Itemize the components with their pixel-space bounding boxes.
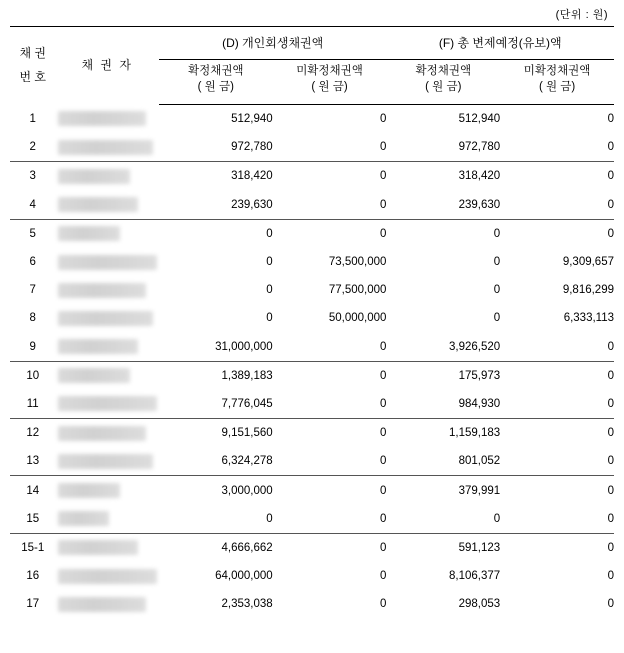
cell-d-unfixed: 0 [380,113,387,126]
cell-f-unfixed: 9,816,299 [562,284,614,297]
cell-f-unfixed: 0 [607,369,614,382]
redaction-bar [58,454,153,469]
cell-d-unfixed: 0 [380,427,387,440]
cell-creditor-name-redacted [56,133,159,162]
cell-d-fixed: 9,151,560 [221,427,273,440]
cell-f-fixed: 379,991 [458,484,501,497]
cell-d-unfixed: 0 [380,570,387,583]
column-header-debt-no-line2: 번 호 [19,69,47,84]
cell-d-unfixed: 0 [273,333,387,362]
column-header-f-fixed-line2: ( 원 금) [425,81,462,93]
cell-f-fixed: 0 [493,312,501,325]
cell-f-fixed: 0 [493,284,501,297]
table-row [10,304,614,332]
column-header-creditor: 채 권 자 [56,27,159,105]
cell-f-unfixed: 0 [500,390,614,419]
table-row [10,248,614,276]
cell-creditor-name-redacted [56,590,159,618]
cell-debt-no: 13 [10,447,56,476]
cell-f-fixed: 298,053 [458,598,501,611]
cell-f-fixed: 318,420 [458,170,501,183]
redaction-bar [58,197,139,212]
cell-creditor-name-redacted [56,562,159,590]
cell-f-unfixed: 0 [607,170,614,183]
table-body [10,105,614,619]
redaction-bar [58,169,130,184]
redaction-bar [58,597,147,612]
column-header-f-unfixed-line2: ( 원 금) [538,81,576,93]
column-group-header-d: (D) 개인회생채권액 [159,27,387,60]
cell-f-unfixed: 0 [607,427,614,440]
cell-d-fixed: 0 [159,505,273,534]
table-row [10,562,614,590]
table-row [10,476,614,505]
cell-f-unfixed: 0 [500,333,614,362]
table-row [10,447,614,476]
cell-d-fixed: 3,000,000 [221,484,273,497]
cell-d-unfixed: 0 [273,133,387,162]
cell-f-unfixed: 0 [607,484,614,497]
cell-d-unfixed: 0 [380,598,387,611]
column-header-d-unfixed-line1: 미확정채권액 [296,65,363,78]
column-header-d-fixed-line1: 확정채권액 [188,65,244,78]
cell-f-unfixed: 0 [607,227,614,240]
cell-d-fixed: 0 [266,227,273,240]
cell-debt-no: 15 [10,505,56,534]
cell-d-fixed: 0 [266,284,273,297]
table-row [10,219,614,248]
table-row [10,419,614,448]
cell-creditor-name-redacted [56,361,159,390]
cell-f-unfixed: 0 [500,505,614,534]
cell-d-fixed: 7,776,045 [159,390,273,419]
cell-creditor-name-redacted [56,505,159,534]
cell-d-fixed: 0 [266,256,273,269]
cell-d-fixed: 2,353,038 [221,598,273,611]
column-header-d-fixed-line2: ( 원 금) [197,81,234,93]
cell-d-unfixed: 50,000,000 [328,312,387,325]
cell-creditor-name-redacted [56,191,159,220]
cell-debt-no: 3 [29,170,36,183]
column-header-debt-no-line1: 채 권 [19,45,47,60]
column-header-f-fixed [386,60,500,105]
cell-f-unfixed: 0 [607,598,614,611]
cell-d-unfixed: 77,500,000 [328,284,387,297]
column-header-f-unfixed-line1: 미확정채권액 [523,65,591,78]
cell-debt-no: 16 [26,570,40,583]
table-row [10,133,614,162]
cell-creditor-name-redacted [56,248,159,276]
redaction-bar [58,255,157,270]
cell-creditor-name-redacted [56,162,159,191]
cell-f-fixed: 591,123 [458,541,501,554]
cell-d-unfixed: 0 [273,505,387,534]
cell-f-fixed: 512,940 [458,113,501,126]
redaction-bar [58,511,110,526]
cell-creditor-name-redacted [56,219,159,248]
redaction-bar [58,111,147,126]
redaction-bar [58,483,120,498]
cell-creditor-name-redacted [56,304,159,332]
redaction-bar [58,540,139,555]
cell-debt-no: 1 [29,112,36,125]
column-header-d-unfixed-line2: ( 원 금) [311,81,348,93]
cell-creditor-name-redacted [56,476,159,505]
cell-f-unfixed: 0 [607,113,614,126]
cell-d-fixed: 31,000,000 [159,333,273,362]
table-row [10,162,614,191]
cell-f-unfixed: 0 [607,570,614,583]
cell-debt-no: 8 [29,312,36,325]
cell-creditor-name-redacted [56,276,159,304]
column-header-d-unfixed [273,60,387,105]
cell-debt-no: 14 [26,484,40,497]
cell-d-fixed: 6,324,278 [159,447,273,476]
cell-d-fixed: 239,630 [159,191,273,220]
cell-f-fixed: 8,106,377 [449,570,501,583]
cell-debt-no: 15-1 [21,541,45,554]
cell-f-fixed: 0 [493,227,501,240]
cell-f-unfixed: 0 [500,447,614,476]
cell-d-fixed: 1,389,183 [221,369,273,382]
cell-debt-no: 4 [10,191,56,220]
cell-d-unfixed: 0 [380,170,387,183]
table-row [10,505,614,534]
cell-debt-no: 10 [26,369,40,382]
header-group-row [10,27,614,60]
cell-d-unfixed: 0 [273,191,387,220]
cell-d-unfixed: 0 [380,484,387,497]
redaction-bar [58,569,157,584]
cell-f-unfixed: 6,333,113 [563,312,614,325]
cell-d-unfixed: 0 [380,227,387,240]
cell-debt-no: 17 [26,598,40,611]
cell-debt-no: 6 [29,256,36,269]
cell-f-fixed: 175,973 [458,369,501,382]
cell-d-fixed: 972,780 [159,133,273,162]
cell-d-fixed: 64,000,000 [215,570,273,583]
cell-d-fixed: 318,420 [231,170,273,183]
cell-f-unfixed: 0 [500,191,614,220]
cell-creditor-name-redacted [56,333,159,362]
column-header-f-fixed-line1: 확정채권액 [415,65,472,78]
redaction-bar [58,339,139,354]
redaction-bar [58,226,120,241]
cell-debt-no: 5 [29,227,36,240]
table-row [10,333,614,362]
cell-d-unfixed: 73,500,000 [328,256,387,269]
unit-note: (단위 : 원) [555,9,608,21]
cell-f-fixed: 0 [386,505,500,534]
cell-debt-no: 2 [10,133,56,162]
cell-f-fixed: 984,930 [386,390,500,419]
cell-d-fixed: 0 [266,312,273,325]
redaction-bar [58,140,153,155]
cell-f-fixed: 801,052 [386,447,500,476]
redaction-bar [58,311,153,326]
cell-creditor-name-redacted [56,105,159,134]
redaction-bar [58,368,130,383]
cell-f-fixed: 239,630 [386,191,500,220]
cell-f-unfixed: 9,309,657 [562,256,614,269]
table-header [10,27,614,105]
cell-f-fixed: 1,159,183 [449,427,501,440]
redaction-bar [58,426,147,441]
table-row [10,533,614,562]
cell-debt-no: 12 [26,427,40,440]
cell-debt-no: 9 [10,333,56,362]
table-row [10,361,614,390]
cell-d-unfixed: 0 [380,541,387,554]
cell-d-fixed: 4,666,662 [221,541,273,554]
cell-f-fixed: 3,926,520 [386,333,500,362]
cell-creditor-name-redacted [56,533,159,562]
table-row [10,590,614,618]
cell-creditor-name-redacted [56,419,159,448]
cell-d-fixed: 512,940 [231,113,273,126]
cell-d-unfixed: 0 [273,390,387,419]
table-row [10,390,614,419]
redaction-bar [58,283,147,298]
column-group-header-f: (F) 총 변제예정(유보)액 [386,27,614,60]
cell-f-unfixed: 0 [607,541,614,554]
cell-debt-no: 11 [10,390,56,419]
cell-debt-no: 7 [29,284,36,297]
table-row [10,105,614,134]
creditor-repayment-table [10,26,614,618]
cell-f-fixed: 0 [493,256,501,269]
cell-d-unfixed: 0 [273,447,387,476]
cell-d-unfixed: 0 [380,369,387,382]
column-header-f-unfixed [500,60,614,105]
column-header-d-fixed [159,60,273,105]
redaction-bar [58,396,157,411]
cell-creditor-name-redacted [56,447,159,476]
cell-f-fixed: 972,780 [386,133,500,162]
table-row [10,191,614,220]
table-row [10,276,614,304]
cell-f-unfixed: 0 [500,133,614,162]
column-header-debt-no [10,27,56,105]
cell-creditor-name-redacted [56,390,159,419]
